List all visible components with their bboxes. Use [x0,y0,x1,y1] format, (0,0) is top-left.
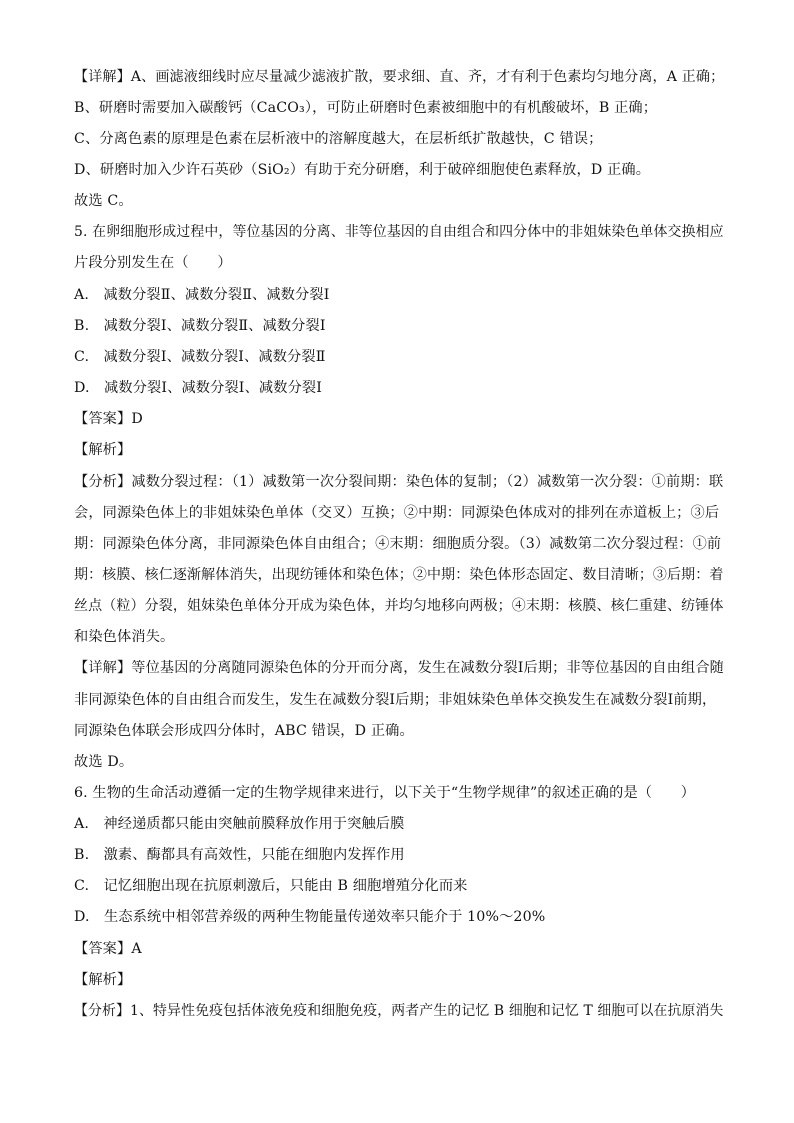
option-b: B. 激素、酶都具有高效性，只能在细胞内发挥作用 [74,847,405,863]
analysis-text: 【分析】减数分裂过程：（1）减数第一次分裂间期：染色体的复制；（2）减数第一次分裂：①前期：联 [74,474,724,490]
option-d: D. 减数分裂Ⅰ、减数分裂Ⅰ、减数分裂Ⅰ [74,380,323,396]
text-line: 故选 C。 [74,193,133,209]
detail-text: 【详解】等位基因的分离随同源染色体的分开而分离，发生在减数分裂Ⅰ后期；非等位基因的自由组合随 [74,660,724,676]
text-line: B、研磨时需要加入碳酸钙（CaCO₃），可防止研磨时色素被细胞中的有机酸破坏，B 正确； [74,100,658,116]
text-line: D、研磨时加入少许石英砂（SiO₂）有助于充分研磨，利于破碎细胞使色素释放，D 正确。 [74,162,651,178]
analysis-text: 期：核膜、核仁逐渐解体消失，出现纺锤体和染色体；②中期：染色体形态固定、数目清晰；③后期：着 [74,567,724,583]
option-a: A. 神经递质都只能由突触前膜释放作用于突触后膜 [74,816,405,832]
analysis-text: 会，同源染色体上的非姐妹染色单体（交叉）互换；②中期：同源染色体成对的排列在赤道板上；③后 [74,505,720,521]
question-5-stem: 5. 在卵细胞形成过程中，等位基因的分离、非等位基因的自由组合和四分体中的非姐妹染色单体交换相应 [74,224,724,240]
detail-text: 同源染色体联会形成四分体时，ABC 错误，D 正确。 [74,723,414,739]
analysis-text: 丝点（粒）分裂，姐妹染色单体分开成为染色体，并均匀地移向两极；④末期：核膜、核仁重建、纺锤体 [74,598,724,614]
analysis-text: 【分析】1、特异性免疫包括体液免疫和细胞免疫，两者产生的记忆 B 细胞和记忆 T 细胞可以在抗原消失 [74,1003,724,1019]
option-c: C. 减数分裂Ⅰ、减数分裂Ⅰ、减数分裂Ⅱ [74,349,326,365]
text-line: 【详解】A、画滤液细线时应尽量减少滤液扩散，要求细、直、齐，才有利于色素均匀地分离，A 正确； [74,69,725,85]
analysis-label: 【解析】 [74,972,132,988]
analysis-label: 【解析】 [74,442,132,458]
conclusion-text: 故选 D。 [74,754,134,770]
detail-text: 非同源染色体的自由组合而发生，发生在减数分裂Ⅰ后期；非姐妹染色单体交换发生在减数分裂Ⅰ前期， [74,692,717,708]
question-5-stem: 片段分别发生在（ ） [74,255,232,271]
option-a: A. 减数分裂Ⅱ、减数分裂Ⅱ、减数分裂Ⅰ [74,287,330,303]
option-c: C. 记忆细胞出现在抗原刺激后，只能由 B 细胞增殖分化而来 [74,878,468,894]
answer-label: 【答案】D [74,411,143,427]
question-6-stem: 6. 生物的生命活动遵循一定的生物学规律来进行，以下关于“生物学规律”的叙述正确的是（ ） [74,785,696,801]
text-line: C、分离色素的原理是色素在层析液中的溶解度越大，在层析纸扩散越快，C 错误； [74,131,603,147]
option-d: D. 生态系统中相邻营养级的两种生物能量传递效率只能介于 10%～20% [74,909,546,925]
option-b: B. 减数分裂Ⅰ、减数分裂Ⅱ、减数分裂Ⅰ [74,318,326,334]
analysis-text: 期：同源染色体分离，非同源染色体自由组合；④末期：细胞质分裂。（3）减数第二次分裂过程：①前 [74,536,722,552]
answer-label: 【答案】A [74,941,142,957]
analysis-text: 和染色体消失。 [74,629,175,645]
